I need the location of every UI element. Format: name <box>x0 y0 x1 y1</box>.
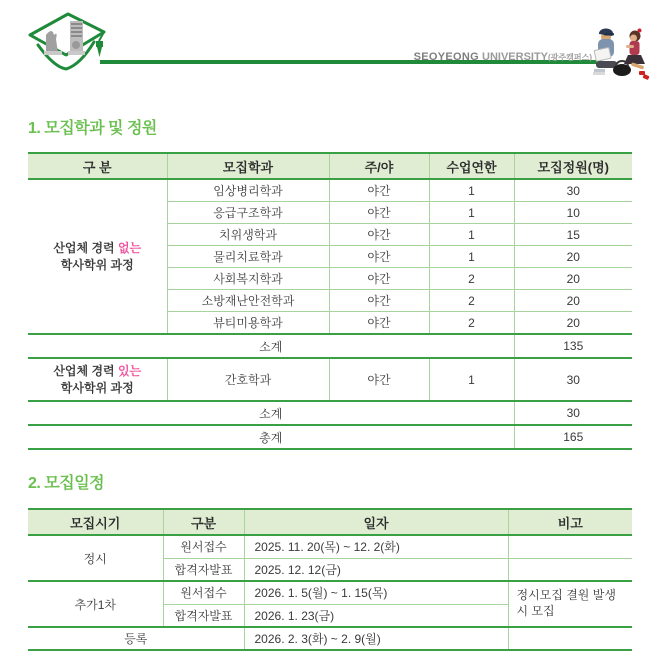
dept-name: 사회복지학과 <box>167 268 329 290</box>
dept-time: 야간 <box>329 179 429 202</box>
dept-years: 2 <box>429 268 514 290</box>
total-row <box>28 425 632 449</box>
col-header-category: 구 분 <box>28 153 167 179</box>
subtotal-row <box>28 334 632 358</box>
emphasis-none: 없는 <box>117 241 142 256</box>
section-title-departments: 1. 모집학과 및 정원 <box>28 120 157 137</box>
subtotal-row <box>28 401 632 425</box>
schedule-date: 2026. 1. 23(금) <box>244 604 508 627</box>
university-name-rest: UNIVERSITY <box>478 51 549 63</box>
table-header-row <box>28 509 632 535</box>
group-with-experience: 산업체 경력 있는 학사학위 과정 <box>28 358 167 401</box>
total-label: 총계 <box>28 425 514 449</box>
col-header-date: 일자 <box>244 509 508 535</box>
dept-years: 1 <box>429 224 514 246</box>
dept-quota: 15 <box>514 224 632 246</box>
students-illustration-icon <box>591 25 651 83</box>
dept-name: 응급구조학과 <box>167 202 329 224</box>
schedule-note <box>508 535 632 558</box>
dept-time: 야간 <box>329 358 429 401</box>
group-no-experience: 산업체 경력 없는 학사학위 과정 <box>28 179 167 334</box>
schedule-note <box>508 627 632 650</box>
col-header-quota: 모집정원(명) <box>514 153 632 179</box>
subtotal-label: 소계 <box>28 334 514 358</box>
dept-quota: 20 <box>514 290 632 312</box>
schedule-row <box>28 581 632 604</box>
subtotal-value: 30 <box>514 401 632 425</box>
schedule-type: 원서접수 <box>163 581 244 604</box>
schedule-row-registration <box>28 627 632 650</box>
table-row-nursing <box>28 358 632 401</box>
dept-name: 치위생학과 <box>167 224 329 246</box>
subtotal-label: 소계 <box>28 401 514 425</box>
dept-years: 1 <box>429 179 514 202</box>
schedule-note: 정시모집 결원 발생 시 모집 <box>508 581 632 627</box>
dept-years: 2 <box>429 290 514 312</box>
campus-label: (광주캠퍼스) <box>548 53 592 62</box>
dept-quota: 30 <box>514 358 632 401</box>
subtotal-value: 135 <box>514 334 632 358</box>
dept-time: 야간 <box>329 246 429 268</box>
dept-name: 임상병리학과 <box>167 179 329 202</box>
period-regular: 정시 <box>28 535 163 581</box>
schedule-type: 원서접수 <box>163 535 244 558</box>
col-header-note: 비고 <box>508 509 632 535</box>
schedule-row <box>28 535 632 558</box>
dept-time: 야간 <box>329 312 429 335</box>
university-logo-icon <box>24 5 110 81</box>
table-row <box>28 179 632 202</box>
dept-years: 1 <box>429 358 514 401</box>
schedule-date: 2025. 11. 20(목) ~ 12. 2(화) <box>244 535 508 558</box>
dept-time: 야간 <box>329 224 429 246</box>
dept-name: 소방재난안전학과 <box>167 290 329 312</box>
dept-quota: 10 <box>514 202 632 224</box>
dept-quota: 20 <box>514 246 632 268</box>
dept-years: 1 <box>429 202 514 224</box>
col-header-dept: 모집학과 <box>167 153 329 179</box>
total-value: 165 <box>514 425 632 449</box>
dept-time: 야간 <box>329 290 429 312</box>
dept-time: 야간 <box>329 202 429 224</box>
period-additional-1: 추가1차 <box>28 581 163 627</box>
col-header-type: 구분 <box>163 509 244 535</box>
table-header-row <box>28 153 632 179</box>
departments-quota-table <box>28 152 632 450</box>
dept-quota: 20 <box>514 312 632 335</box>
dept-name: 뷰티미용학과 <box>167 312 329 335</box>
schedule-type: 합격자발표 <box>163 604 244 627</box>
dept-years: 2 <box>429 312 514 335</box>
section-title-schedule: 2. 모집일정 <box>28 475 105 492</box>
dept-time: 야간 <box>329 268 429 290</box>
col-header-daynight: 주/야 <box>329 153 429 179</box>
dept-name: 간호학과 <box>167 358 329 401</box>
dept-years: 1 <box>429 246 514 268</box>
schedule-date: 2026. 1. 5(월) ~ 1. 15(목) <box>244 581 508 604</box>
col-header-period: 모집시기 <box>28 509 163 535</box>
schedule-type: 합격자발표 <box>163 558 244 581</box>
university-name <box>280 47 592 65</box>
university-name-main: SEOYEONG <box>413 51 479 63</box>
schedule-note <box>508 558 632 581</box>
emphasis-with: 있는 <box>117 364 142 379</box>
dept-name: 물리치료학과 <box>167 246 329 268</box>
col-header-years: 수업연한 <box>429 153 514 179</box>
registration-label: 등록 <box>28 627 244 650</box>
dept-quota: 30 <box>514 179 632 202</box>
schedule-date: 2026. 2. 3(화) ~ 2. 9(월) <box>244 627 508 650</box>
dept-quota: 20 <box>514 268 632 290</box>
admission-schedule-table <box>28 508 632 651</box>
schedule-date: 2025. 12. 12(금) <box>244 558 508 581</box>
